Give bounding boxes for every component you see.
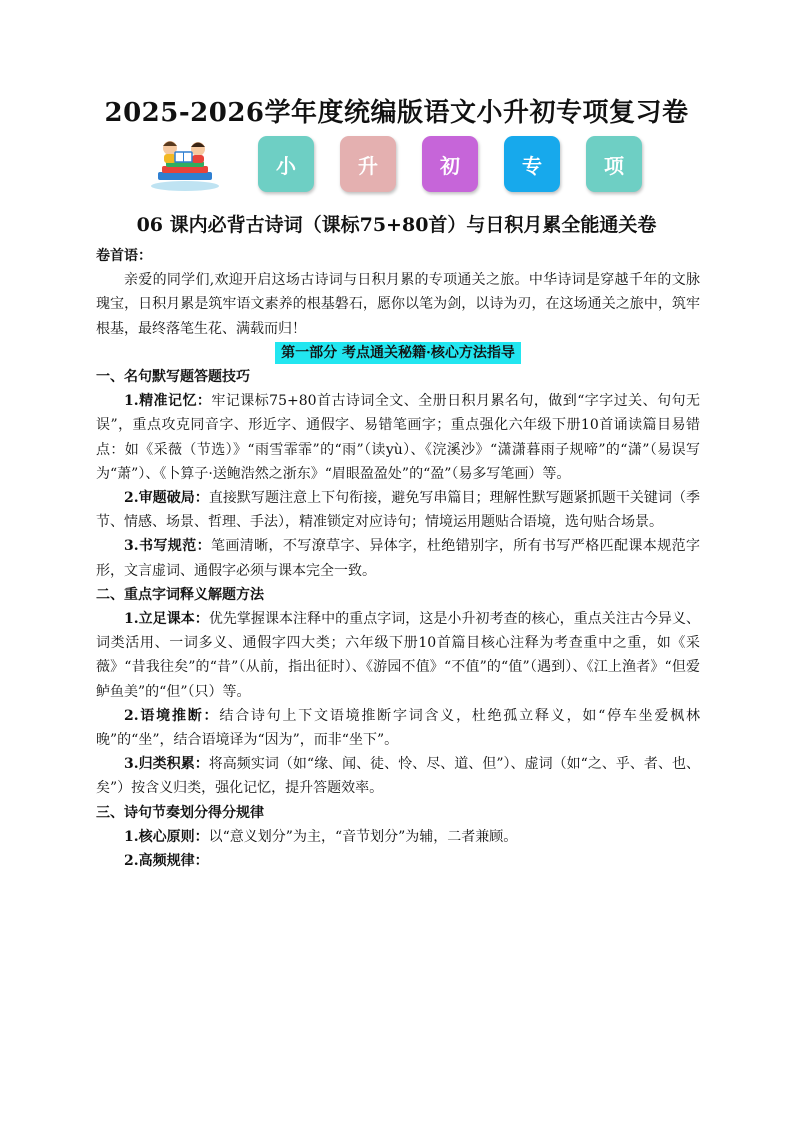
- part-one-banner: [96, 341, 700, 365]
- tile-label: 小: [276, 153, 296, 178]
- tile-label: 升: [358, 153, 378, 178]
- item-key: 2.语境推断：: [124, 707, 220, 724]
- tile-label: 项: [604, 153, 624, 178]
- document-body: [96, 244, 700, 873]
- section-heading: 二、重点字词释义解题方法: [96, 586, 264, 603]
- item-text: 笔画清晰，不写潦草字、异体字，杜绝错别字，所有书写严格匹配课本规范字形，文言虚词、通假字必须与课本完全一致。: [96, 538, 700, 579]
- section-item: [96, 825, 700, 849]
- page-title: 2025-2026学年度统编版语文小升初专项复习卷: [104, 98, 689, 128]
- tile-chu: [422, 136, 478, 192]
- item-text: 结合诗句上下文语境推断字词含义，杜绝孤立释义，如“停车坐爱枫林晚”的“坐”，结合语境译为“因为”，而非“坐下”。: [96, 707, 700, 749]
- tile-sheng: [340, 136, 396, 192]
- item-key: 2.高频规律：: [124, 853, 209, 870]
- part-one-label: 第一部分 考点通关秘籍·核心方法指导: [275, 342, 521, 364]
- item-text: 以“意义划分”为主，“音节划分”为辅，二者兼顾。: [208, 828, 518, 845]
- item-text: 优先掌握课本注释中的重点字词，这是小升初考查的核心，重点关注古今异义、词类活用、一词多义、通假字四大类；六年级下册10首篇目核心注释为考查重中之重，如《采薇》“昔我往矣”的“昔”（从前，指出征时）、《游园不值》“不值”的“值”（遇到）、《江上渔者》“但爱鲈鱼美”的“但”（只）等。: [96, 611, 700, 700]
- section-item: [96, 849, 700, 873]
- tile-label: 初: [440, 153, 460, 178]
- tile-xiao: [258, 136, 314, 192]
- section-item: [96, 607, 700, 704]
- title-banner: [0, 136, 793, 194]
- preface-text: 亲爱的同学们,欢迎开启这场古诗词与日积月累的专项通关之旅。中华诗词是穿越千年的文脉瑰宝，日积月累是筑牢语文素养的根基磐石，愿你以笔为剑，以诗为刃，在这场通关之旅中，筑牢根基，最终落笔生花、满载而归！: [96, 272, 700, 337]
- section-heading: 一、名句默写题答题技巧: [96, 369, 250, 386]
- preface-heading: 卷首语：: [96, 248, 152, 264]
- item-text: 直接默写题注意上下句衔接，避免写串篇目；理解性默写题紧抓题干关键词（季节、情感、场景、哲理、手法），精准锁定对应诗句；情境运用题贴合语境，选句贴合场景。: [96, 490, 700, 531]
- section-item: [96, 389, 700, 486]
- students-reading-illustration: [148, 136, 222, 192]
- item-key: 1.立足课本：: [124, 611, 209, 628]
- section-item: [96, 534, 700, 582]
- section-item: [96, 486, 700, 534]
- item-text: 将高频实词（如“缘、闻、徒、怜、尽、道、但”）、虚词（如“之、乎、者、也、矣”）按含义归类，强化记忆，提升答题效率。: [96, 756, 700, 797]
- item-key: 3.书写规范：: [124, 538, 211, 555]
- item-key: 1.核心原则：: [124, 828, 209, 845]
- section-item: [96, 704, 700, 752]
- item-text: 牢记课标75+80首古诗词全文、全册日积月累名句，做到“字字过关、句句无误”，重点攻克同音字、形近字、通假字、易错笔画字；重点强化六年级下册10首诵读篇目易错点：如《采薇（节选）》“雨雪霏霏”的“雨”（读yù）、《浣溪沙》“潇潇暮雨子规啼”的“潇”（易误写为“萧”）、《卜算子·送鲍浩然之浙东》“眉眼盈盈处”的“盈”（易多写笔画）等。: [96, 393, 700, 482]
- section-item: [96, 752, 700, 800]
- item-key: 2.审题破局：: [124, 490, 209, 507]
- tile-zhuan: [504, 136, 560, 192]
- tile-label: 专: [522, 153, 542, 178]
- paper-subtitle: 06 课内必背古诗词（课标75+80首）与日积月累全能通关卷: [136, 214, 657, 236]
- item-key: 1.精准记忆：: [124, 393, 212, 410]
- item-key: 3.归类积累：: [124, 756, 209, 773]
- tile-xiang: [586, 136, 642, 192]
- section-heading: 三、诗句节奏划分得分规律: [96, 804, 264, 821]
- illustration-graphic: [148, 136, 222, 192]
